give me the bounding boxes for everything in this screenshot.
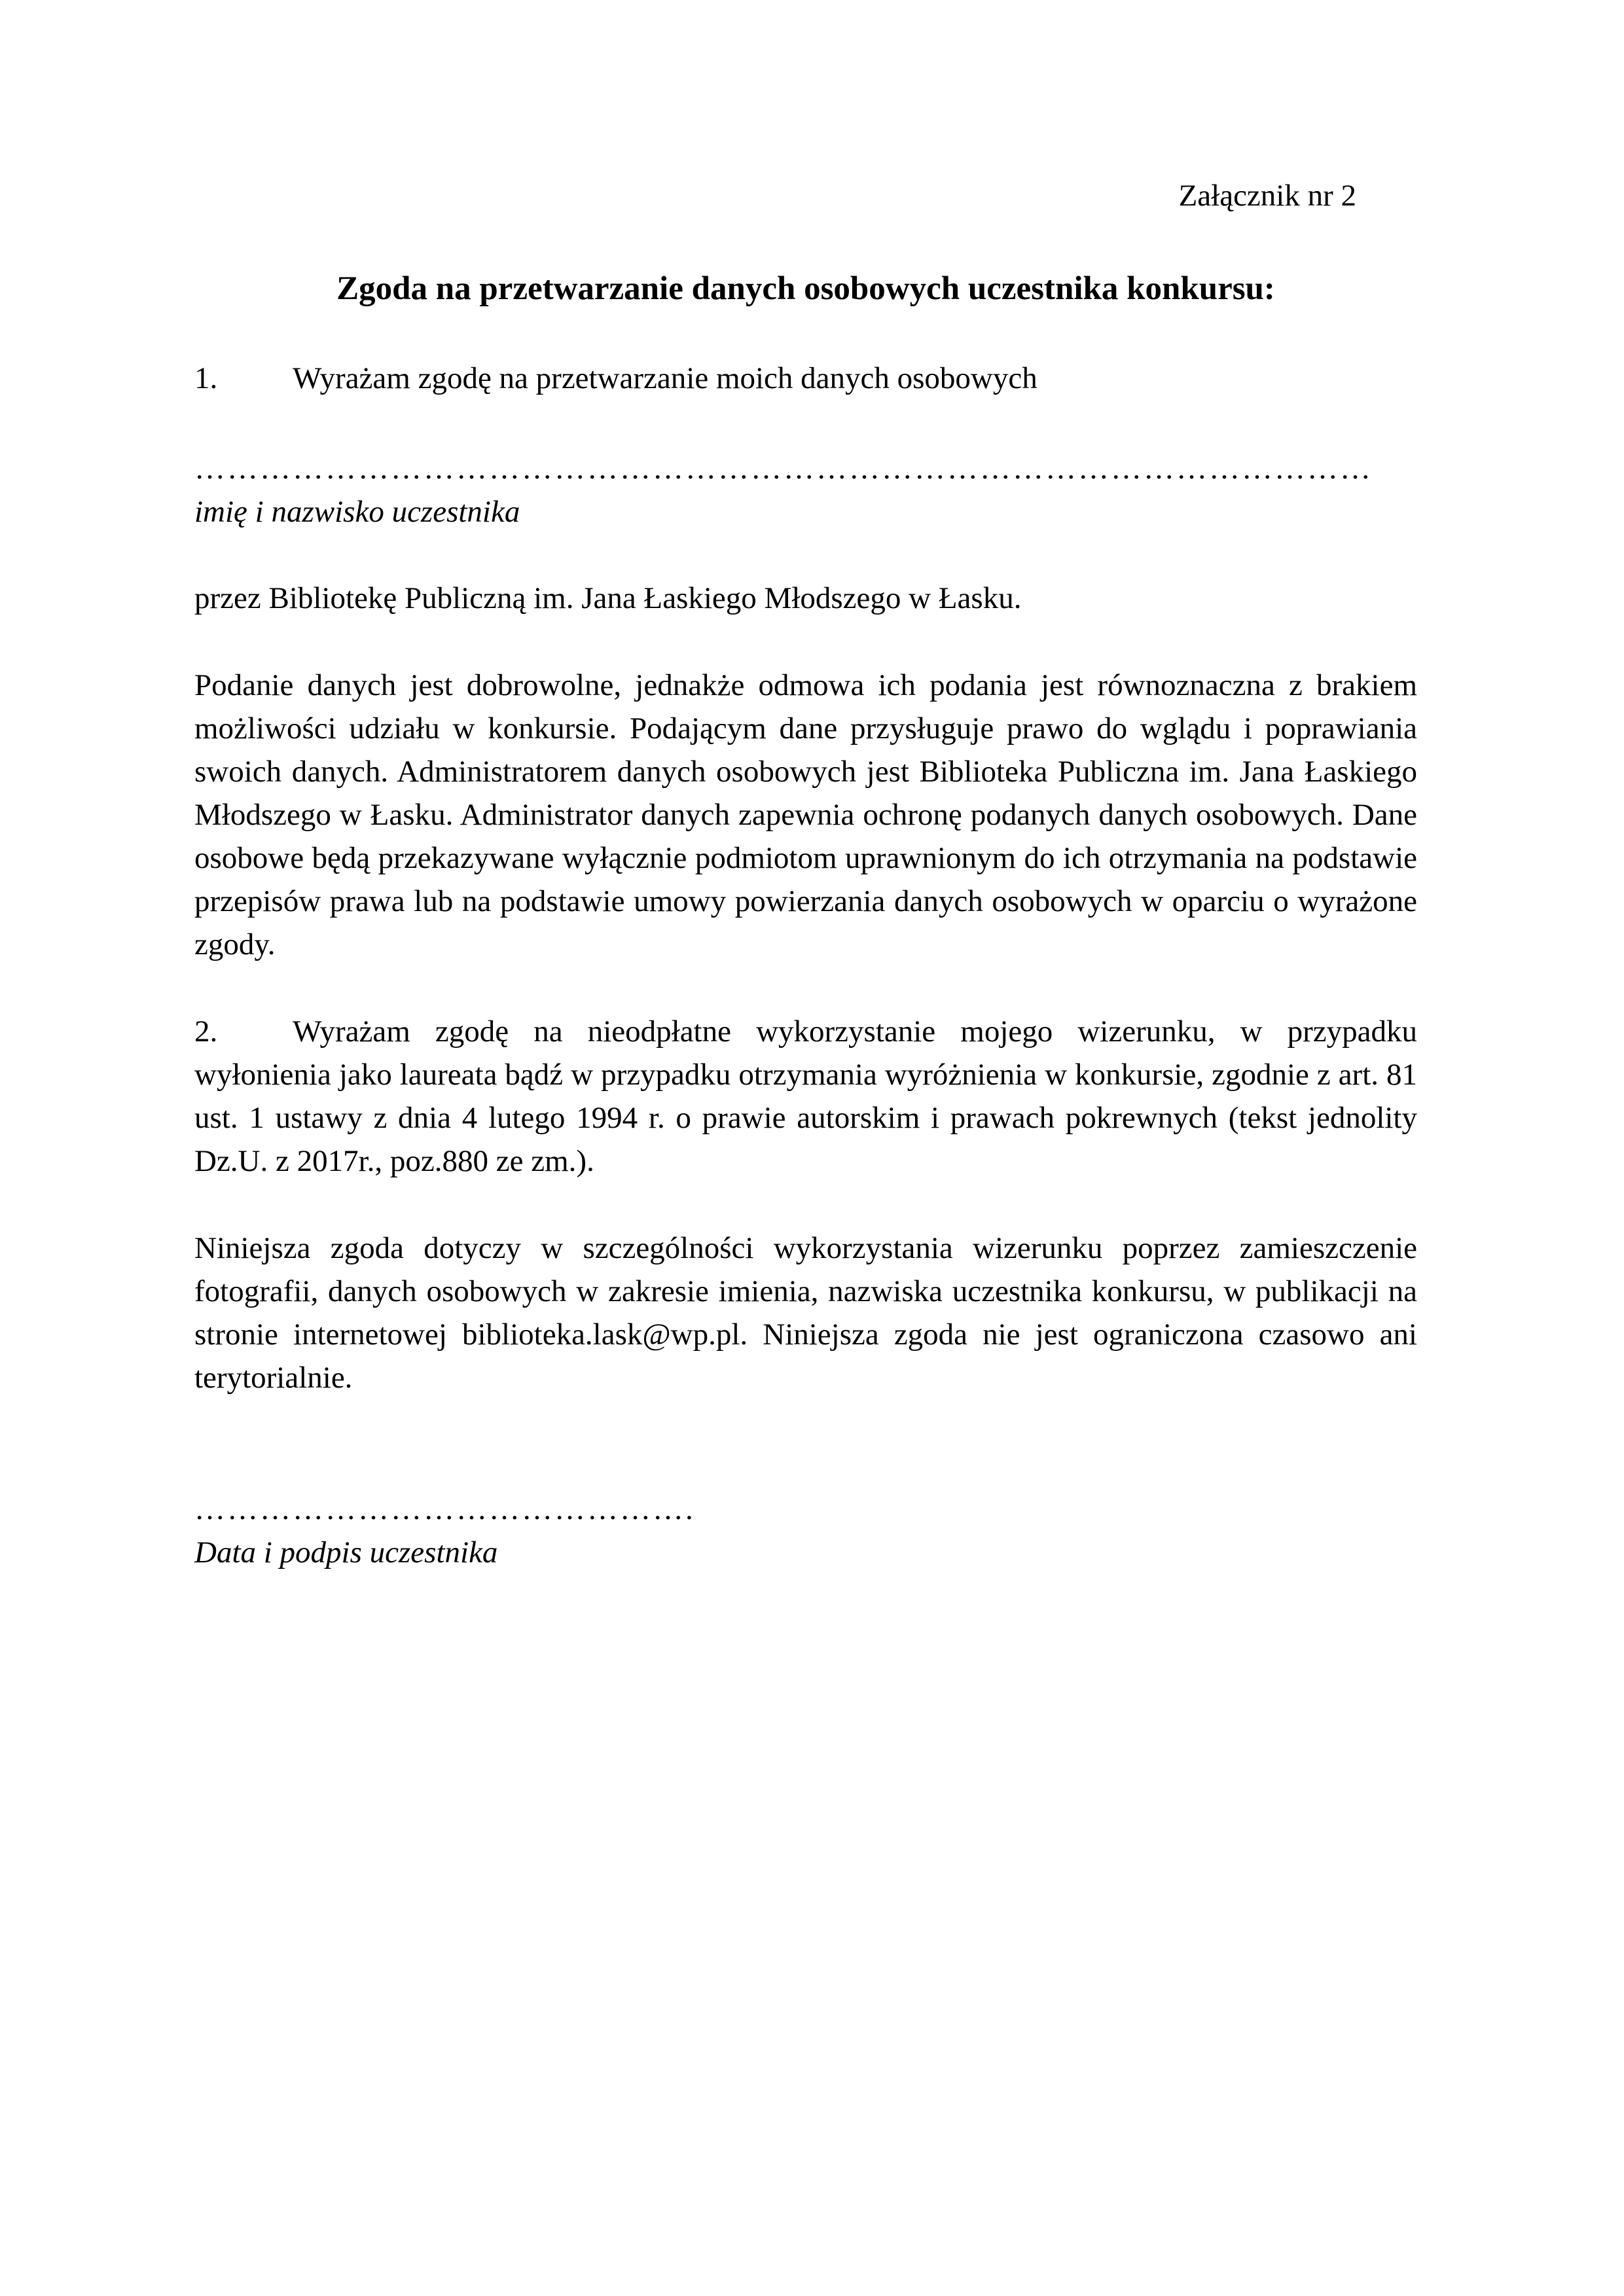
annex-label: Załącznik nr 2	[1178, 179, 1356, 213]
by-line: przez Bibliotekę Publiczną im. Jana Łaskiego Młodszego w Łasku.	[194, 581, 1022, 615]
section-1-number: 1.	[194, 361, 218, 395]
section-2-paragraph: Niniejsza zgoda dotyczy w szczególności wykorzystania wizerunku poprzez zamieszczenie fotografii, danych osobowych w zakresie imienia, nazwiska uczestnika konkursu, w publikacji na stronie internetowej biblioteka.lask@wp.pl. Niniejsza zgoda nie jest ograniczona czasowo ani terytorialnie.	[194, 1231, 1417, 1395]
section-1-text: Wyrażam zgodę na przetwarzanie moich danych osobowych	[293, 361, 1038, 395]
section-2-number: 2.	[194, 1014, 218, 1049]
section-2-body: Wyrażam zgodę na nieodpłatne wykorzystanie mojego wizerunku, w przypadku wyłonienia jako laureata bądź w przypadku otrzymania wyróżnienia w konkursie, zgodnie z art. 81 ust. 1 ustawy z dnia 4 lutego 1994 r. o prawie autorskim i prawach pokrewnych (tekst jednolity Dz.U. z 2017r., poz.880 ze zm.).	[194, 1014, 1417, 1178]
section-1-heading	[194, 357, 1417, 400]
name-field-dots: ………………………………………………………………………………………………	[194, 452, 1373, 486]
section-1-paragraph: Podanie danych jest dobrowolne, jednakże odmowa ich podania jest równoznaczna z brakiem możliwości udziału w konkursie. Podającym dane przysługuje prawo do wglądu i poprawiania swoich danych. Administratorem danych osobowych jest Biblioteka Publiczna im. Jana Łaskiego Młodszego w Łasku. Administrator danych zapewnia ochronę podanych danych osobowych. Dane osobowe będą przekazywane wyłącznie podmiotom uprawnionym do ich otrzymania na podstawie przepisów prawa lub na podstawie umowy powierzania danych osobowych w oparciu o wyrażone zgody.	[194, 668, 1417, 961]
name-field-label: imię i nazwisko uczestnika	[194, 495, 520, 529]
document-title: Zgoda na przetwarzanie danych osobowych uczestnika konkursu:	[336, 270, 1275, 307]
document-body	[194, 357, 1417, 1574]
signature-dots: ……………………………………….	[194, 1492, 695, 1526]
section-2-text	[194, 1010, 1417, 1183]
signature-label: Data i podpis uczestnika	[194, 1535, 498, 1570]
